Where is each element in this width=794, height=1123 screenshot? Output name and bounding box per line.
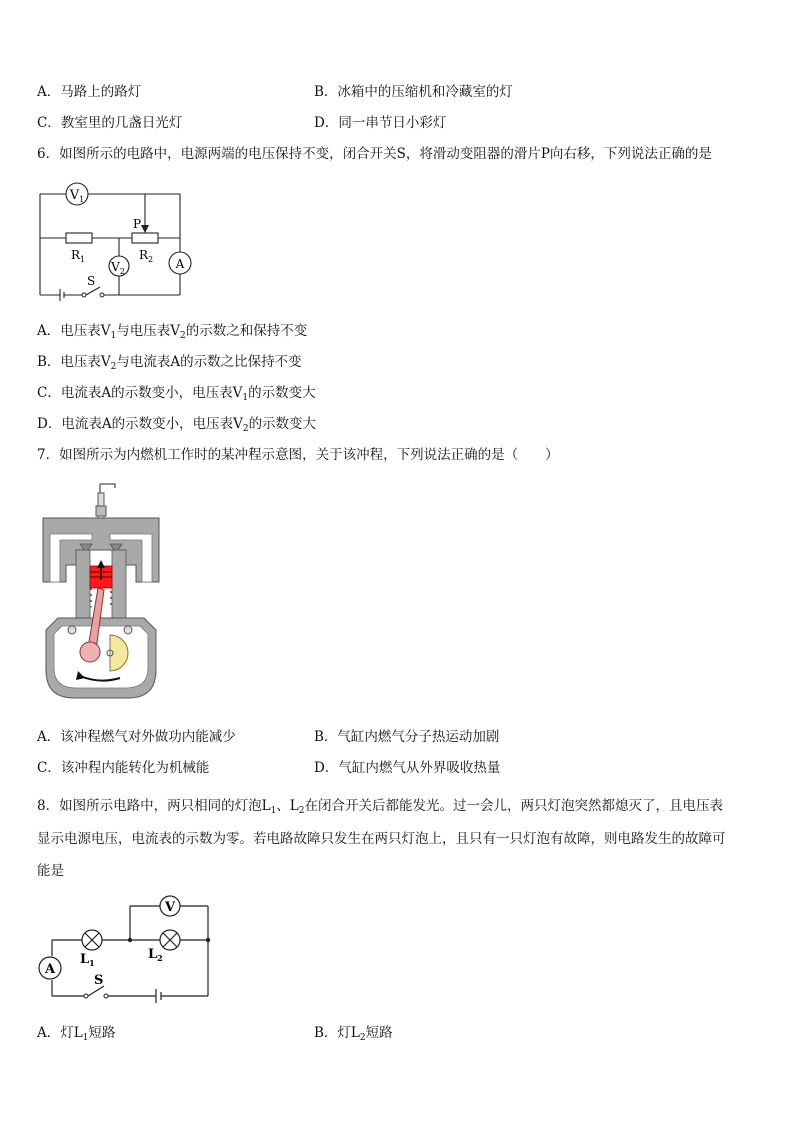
q7-option-b: B．气缸内燃气分子热运动加剧 (314, 729, 500, 745)
q8-circuit-diagram (30, 888, 220, 1003)
question-number: 8． (37, 798, 60, 814)
lamp-l1-label: L (80, 952, 90, 967)
svg-text:R2: $R_2$ (139, 248, 154, 264)
spark-plug-icon (96, 484, 115, 522)
question-number: 6． (37, 146, 60, 162)
ammeter-label: A (44, 962, 56, 977)
q7-stem (37, 446, 559, 464)
question-number: 7． (37, 447, 60, 463)
svg-text:R1: $R_1$ (71, 248, 86, 264)
svg-text:V1: $V_1$ (69, 188, 85, 204)
v2-meter-label: V (111, 260, 120, 274)
svg-text:L2: $L_2$ (148, 947, 163, 963)
q6-option-d: D．电流表A的示数变小，电压表$V_2$的示数变大 (37, 416, 317, 434)
switch-s-label: S (94, 973, 104, 988)
option-letter: B． (314, 84, 338, 100)
q8-option-a: A．灯$L_1$短路 (37, 1025, 116, 1043)
r2-label: R (139, 248, 149, 262)
q8-option-b: B．灯$L_2$短路 (314, 1025, 393, 1043)
svg-text:V2: $V_2$ (111, 260, 125, 276)
q6-circuit-diagram (30, 178, 200, 303)
q5-option-c (37, 114, 182, 132)
r1-label: R (71, 248, 81, 262)
option-letter: A． (37, 84, 61, 100)
voltmeter-label: V (164, 900, 176, 915)
q8-stem-line-2: 显示电源电压，电流表的示数为零。若电路故障只发生在两只灯泡上，且只有一只灯泡有故障，则电路发生的故障可 (37, 831, 726, 847)
q7-option-c: C．该冲程内能转化为机械能 (37, 760, 210, 776)
option-letter: D． (314, 115, 339, 131)
question-text: 如图所示为内燃机工作时的某冲程示意图，关于该冲程，下列说法正确的是（ ） (59, 447, 559, 463)
q5-option-a (37, 83, 141, 101)
q6-stem (37, 145, 712, 163)
option-text: 同一串节日小彩灯 (338, 115, 447, 131)
q8-stem-line-3: 能是 (37, 863, 64, 879)
engine-stroke-diagram (40, 480, 170, 705)
question-text: 如图所示的电路中，电源两端的电压保持不变，闭合开关S，将滑动变阻器的滑片P向右移，下列说法正确的是 (59, 146, 712, 162)
q7-option-a: A．该冲程燃气对外做功内能减少 (37, 729, 236, 745)
ammeter-label: A (175, 257, 185, 271)
option-text: 马路上的路灯 (60, 84, 142, 100)
q5-option-d (314, 114, 446, 132)
switch-s-label: S (87, 274, 96, 288)
q6-option-c: C．电流表A的示数变小，电压表$V_1$的示数变大 (37, 385, 316, 403)
slider-p-label: P (133, 217, 142, 231)
lamp-l2-label: L (148, 947, 158, 962)
option-text: 冰箱中的压缩机和冷藏室的灯 (337, 84, 513, 100)
q6-option-b: B．电压表$V_2$与电流表A的示数之比保持不变 (37, 354, 302, 372)
q5-option-b (314, 83, 513, 101)
q6-option-a: A．电压表$V_1$与电压表$V_2$的示数之和保持不变 (37, 323, 308, 341)
v1-meter-label: V (69, 188, 80, 203)
option-letter: C． (37, 115, 61, 131)
q7-option-d: D．气缸内燃气从外界吸收热量 (314, 760, 501, 776)
option-text: 教室里的几盏日光灯 (60, 115, 183, 131)
svg-text:L1: $L_1$ (80, 952, 95, 968)
q8-stem-line-1: 8．如图所示电路中，两只相同的灯泡$L_1$、$L_2$在闭合开关后都能发光。过一会儿，两只灯泡突然都熄灭了，且电压表 (37, 798, 723, 816)
